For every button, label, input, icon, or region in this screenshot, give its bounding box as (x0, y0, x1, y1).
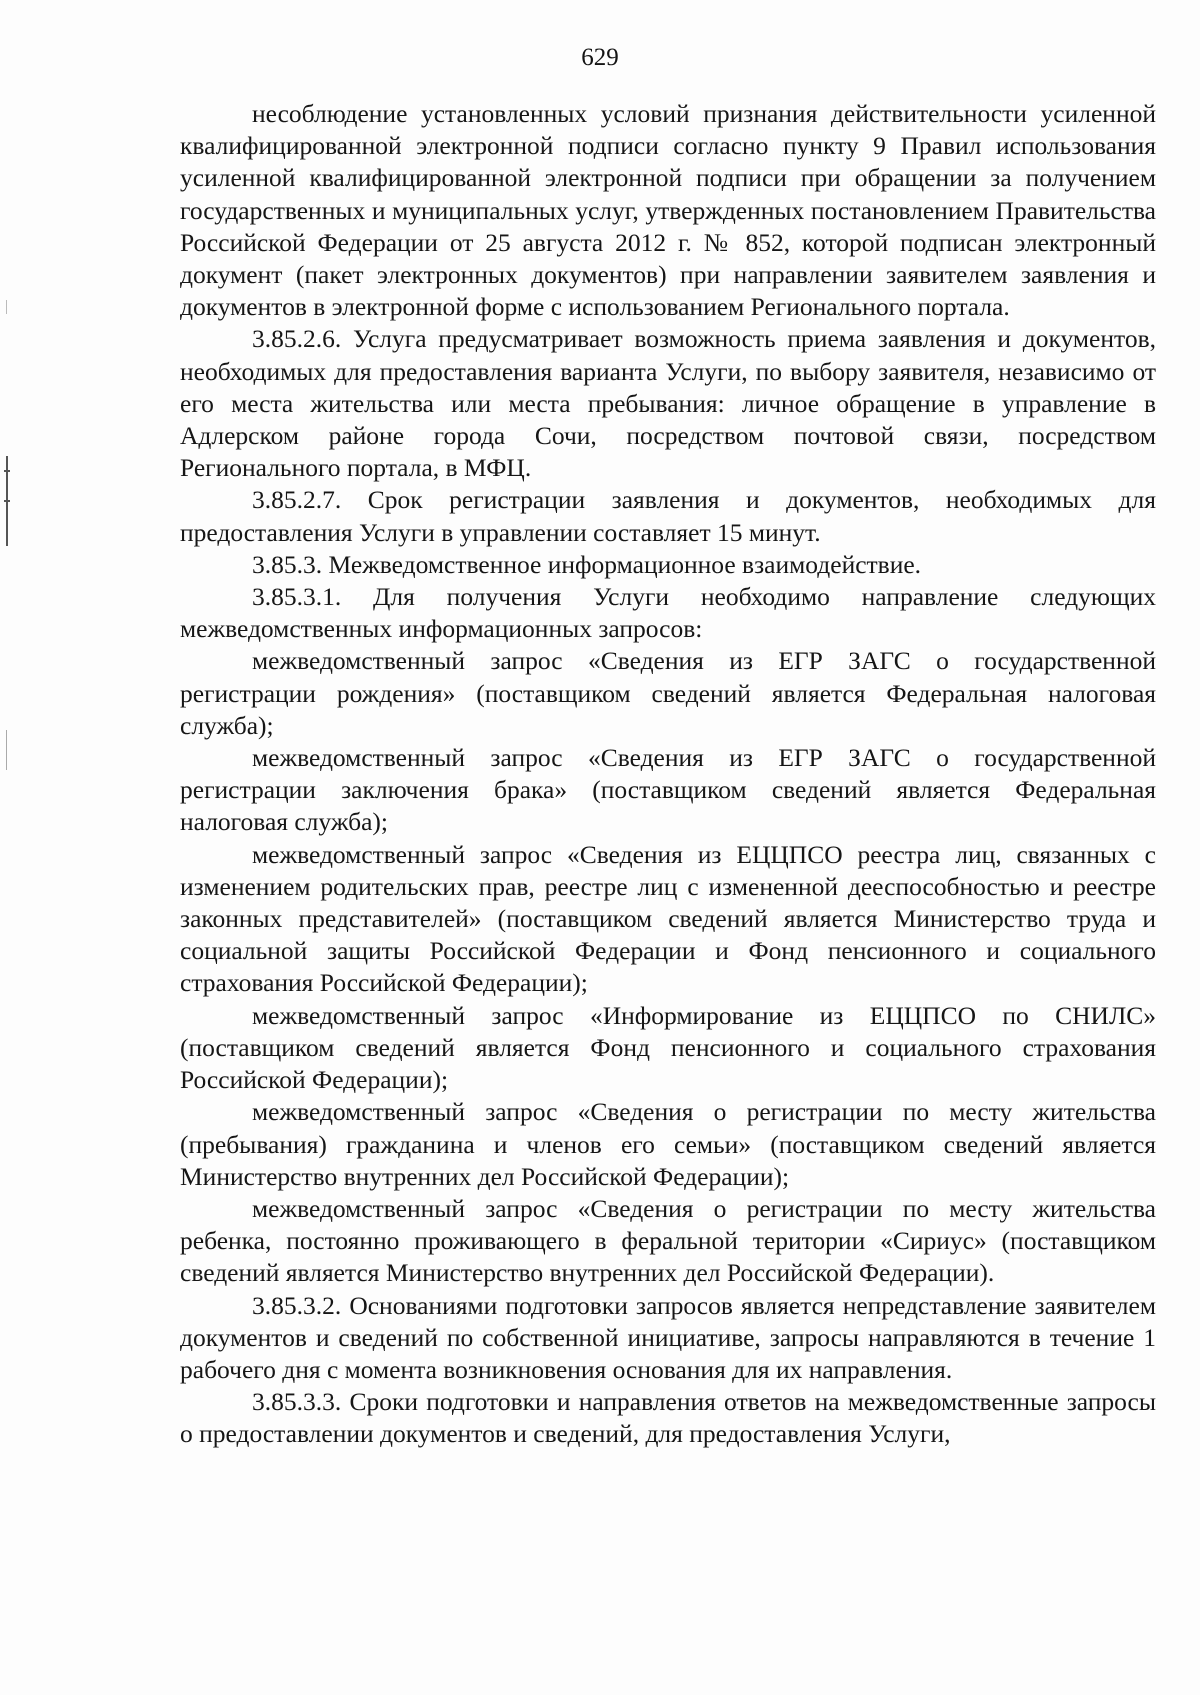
list-item-request-parental-rights: межведомственный запрос «Сведения из ЕЦЦПСО реестра лиц, связанных с изменением родительских прав, реестре лиц с измененной дееспособностью и реестре законных представителей» (поставщиком сведений является Министерство труда и социальной защиты Российской Федерации и Фонд пенсионного и социального страхования Российской Федерации); (180, 839, 1156, 998)
paragraph-3-85-3: 3.85.3. Межведомственное информационное взаимодействие. (252, 549, 922, 579)
list-item-request-marriage: межведомственный запрос «Сведения из ЕГР ЗАГС о государственной регистрации заключения брака» (поставщиком сведений является Федеральная налоговая служба); (180, 743, 1156, 837)
paragraph-3-85-2-6: 3.85.2.6. Услуга предусматривает возможность приема заявления и документов, необходимых для предоставления варианта Услуги, по выбору заявителя, независимо от его места жительства или места пребывания: личное обращение в управление в Адлерском районе города Сочи, посредством почтовой связи, посредством Регионального портала, в МФЦ. (180, 324, 1156, 483)
list-item-request-birth: межведомственный запрос «Сведения из ЕГР ЗАГС о государственной регистрации рождения» (поставщиком сведений является Федеральная налоговая служба); (180, 646, 1156, 740)
paragraph-3-85-3-2: 3.85.3.2. Основаниями подготовки запросов является непредставление заявителем документов и сведений по собственной инициативе, запросы направляются в течение 1 рабочего дня с момента возникновения основания для их направления. (180, 1290, 1156, 1384)
list-item-request-residence-child: межведомственный запрос «Сведения о регистрации по месту жительства ребенка, постоянно проживающего в феральной територии «Сириус» (поставщиком сведений является Министерство внутренних дел Российской Федерации). (180, 1193, 1156, 1288)
page-number: 629 (581, 44, 619, 71)
list-item-request-residence-family: межведомственный запрос «Сведения о регистрации по месту жительства (пребывания) гражданина и членов его семьи» (поставщиком сведений является Министерство внутренних дел Российской Федерации); (180, 1097, 1156, 1191)
paragraph-3-85-2-7: 3.85.2.7. Срок регистрации заявления и документов, необходимых для предоставления Услуги в управлении составляет 15 минут. (180, 485, 1156, 547)
scan-margin-marks (0, 0, 30, 1695)
scan-artifact-tick (4, 470, 10, 472)
paragraph: несоблюдение установленных условий признания действительности усиленной квалифицированной электронной подписи согласно пункту 9 Правил использования усиленной квалифицированной электронной подписи при обращении за получением государственных и муниципальных услуг, утвержденных постановлением Правительства Российской Федерации от 25 августа 2012 г. № 852, которой подписан электронный документ (пакет электронных документов) при направлении заявителем заявления и документов в электронной форме с использованием Регионального портала. (180, 99, 1156, 322)
list-item-request-snils: межведомственный запрос «Информирование из ЕЦЦПСО по СНИЛС» (поставщиком сведений является Фонд пенсионного и социального страхования Российской Федерации); (180, 1000, 1156, 1095)
paragraph-3-85-3-3: 3.85.3.3. Сроки подготовки и направления ответов на межведомственные запросы о предоставлении документов и сведений, для предоставления Услуги, (180, 1387, 1156, 1449)
paragraph-3-85-3-1: 3.85.3.1. Для получения Услуги необходимо направление следующих межведомственных информационных запросов: (180, 582, 1156, 644)
scan-artifact-tick (4, 500, 10, 502)
scan-artifact-line (6, 730, 7, 770)
document-body (180, 98, 1156, 1451)
scan-artifact-line (6, 300, 7, 314)
